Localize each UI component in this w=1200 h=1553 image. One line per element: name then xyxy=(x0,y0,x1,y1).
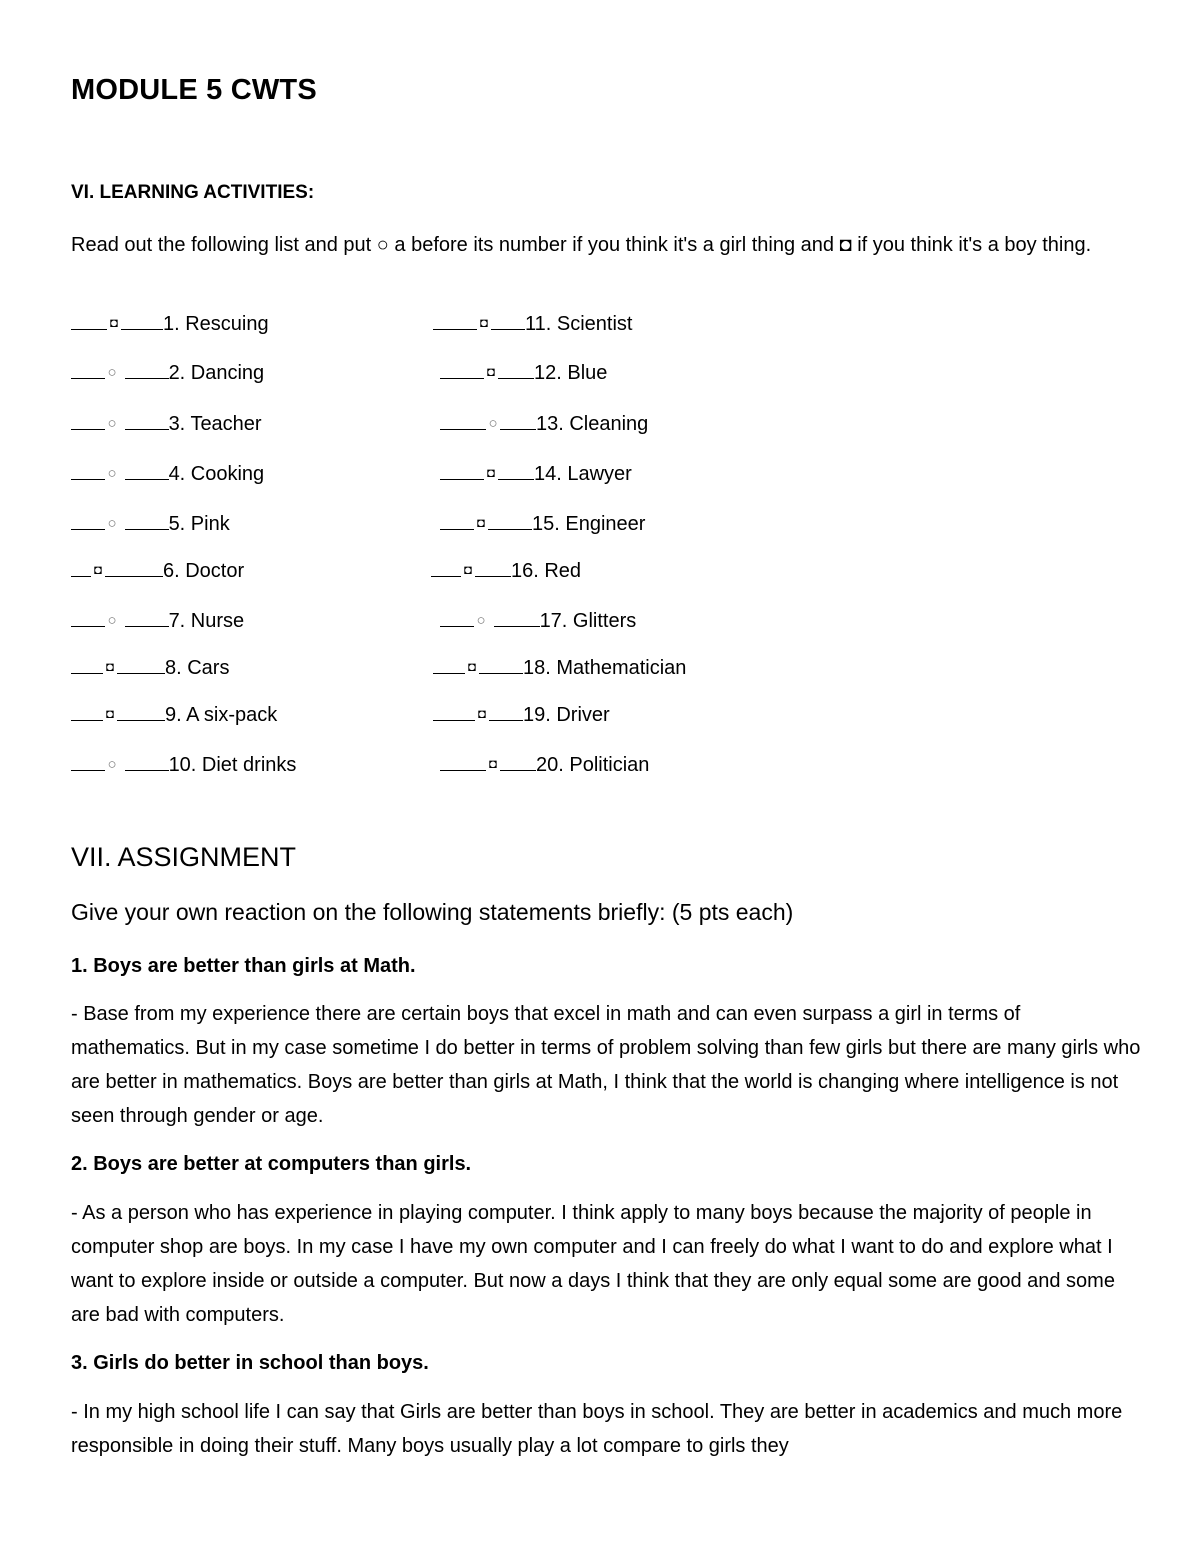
list-item xyxy=(440,411,648,436)
answer-3: - In my high school life I can say that Girls are better than boys in school. They are better in academics and much more responsible in doing their stuff. Many boys usually play a lot compare to girls they xyxy=(71,1401,1123,1457)
list-item xyxy=(440,752,649,777)
list-item xyxy=(440,608,636,633)
item-label: 13. Cleaning xyxy=(536,413,649,435)
list-item xyxy=(431,558,581,583)
girl-mark-icon: ○ xyxy=(107,465,117,482)
item-label: 7. Nurse xyxy=(168,610,245,632)
list-item xyxy=(71,558,244,583)
boy-mark-icon: ◘ xyxy=(478,706,486,721)
boy-mark-icon: ◘ xyxy=(489,756,497,771)
list-item xyxy=(71,655,229,680)
item-label: 15. Engineer xyxy=(532,513,646,535)
item-label: 6. Doctor xyxy=(163,560,245,582)
girl-mark-icon: ○ xyxy=(476,612,486,629)
item-label: 12. Blue xyxy=(534,362,608,384)
item-label: 3. Teacher xyxy=(168,413,262,435)
girl-mark-icon: ○ xyxy=(107,612,117,629)
item-label: 1. Rescuing xyxy=(163,313,269,335)
item-label: 17. Glitters xyxy=(539,610,637,632)
girl-mark-icon: ○ xyxy=(107,364,117,381)
item-label: 19. Driver xyxy=(523,704,610,726)
question-3: 3. Girls do better in school than boys. xyxy=(71,1352,429,1374)
girl-mark-icon: ○ xyxy=(107,756,117,773)
assignment-prompt: Give your own reaction on the following statements briefly: (5 pts each) xyxy=(71,899,794,925)
boy-mark-icon: ◘ xyxy=(106,659,114,674)
list-item xyxy=(433,702,610,727)
boy-mark-icon: ◘ xyxy=(94,562,102,577)
learning-activities-heading: VI. LEARNING ACTIVITIES: xyxy=(71,182,315,203)
item-label: 20. Politician xyxy=(536,754,650,776)
list-item xyxy=(71,411,262,436)
item-label: 8. Cars xyxy=(165,657,230,679)
item-label: 2. Dancing xyxy=(168,362,265,384)
item-label: 5. Pink xyxy=(168,513,230,535)
list-item xyxy=(433,311,632,336)
list-item xyxy=(440,461,632,486)
girl-mark-icon: ○ xyxy=(107,515,117,532)
item-label: 16. Red xyxy=(511,560,582,582)
boy-mark-icon: ◘ xyxy=(487,364,495,379)
assignment-heading: VII. ASSIGNMENT xyxy=(71,842,297,872)
list-item xyxy=(71,360,264,385)
item-label: 9. A six-pack xyxy=(165,704,278,726)
list-item xyxy=(433,655,686,680)
girl-mark-icon: ○ xyxy=(488,415,498,432)
girl-mark-icon: ○ xyxy=(107,415,117,432)
boy-mark-icon: ◘ xyxy=(106,706,114,721)
list-item xyxy=(71,311,269,336)
list-item xyxy=(440,360,607,385)
question-2: 2. Boys are better at computers than girls. xyxy=(71,1153,472,1175)
boy-mark-icon: ◘ xyxy=(480,315,488,330)
list-item xyxy=(71,461,264,486)
list-item xyxy=(71,511,230,536)
item-label: 11. Scientist xyxy=(525,313,633,335)
item-label: 18. Mathematician xyxy=(523,657,687,679)
item-label: 10. Diet drinks xyxy=(168,754,297,776)
question-1: 1. Boys are better than girls at Math. xyxy=(71,955,416,977)
boy-mark-icon: ◘ xyxy=(110,315,118,330)
item-label: 4. Cooking xyxy=(168,463,265,485)
list-item xyxy=(71,608,244,633)
list-item xyxy=(71,702,277,727)
activity-instruction: Read out the following list and put ○ a before its number if you think it's a girl thing and ◘ if you think it's a boy thing. xyxy=(71,234,1092,256)
boy-mark-icon: ◘ xyxy=(468,659,476,674)
list-item xyxy=(440,511,645,536)
boy-mark-icon: ◘ xyxy=(477,515,485,530)
module-title: MODULE 5 CWTS xyxy=(71,74,317,106)
boy-mark-icon: ◘ xyxy=(464,562,472,577)
answer-2: - As a person who has experience in playing computer. I think apply to many boys because the majority of people in computer shop are boys. In my case I have my own computer and I can freely do what I want to do and explore what I want to explore inside or outside a computer. But now a days I think that they are only equal some are good and some are bad with computers. xyxy=(71,1202,1115,1326)
list-item xyxy=(71,752,296,777)
item-label: 14. Lawyer xyxy=(534,463,632,485)
answer-1: - Base from my experience there are certain boys that excel in math and can even surpass a girl in terms of mathematics. But in my case sometime I do better in terms of problem solving than few girls but there are many girls who are better in mathematics. Boys are better than girls at Math, I think that the world is changing where intelligence is not seen through gender or age. xyxy=(71,1003,1141,1127)
boy-mark-icon: ◘ xyxy=(487,465,495,480)
